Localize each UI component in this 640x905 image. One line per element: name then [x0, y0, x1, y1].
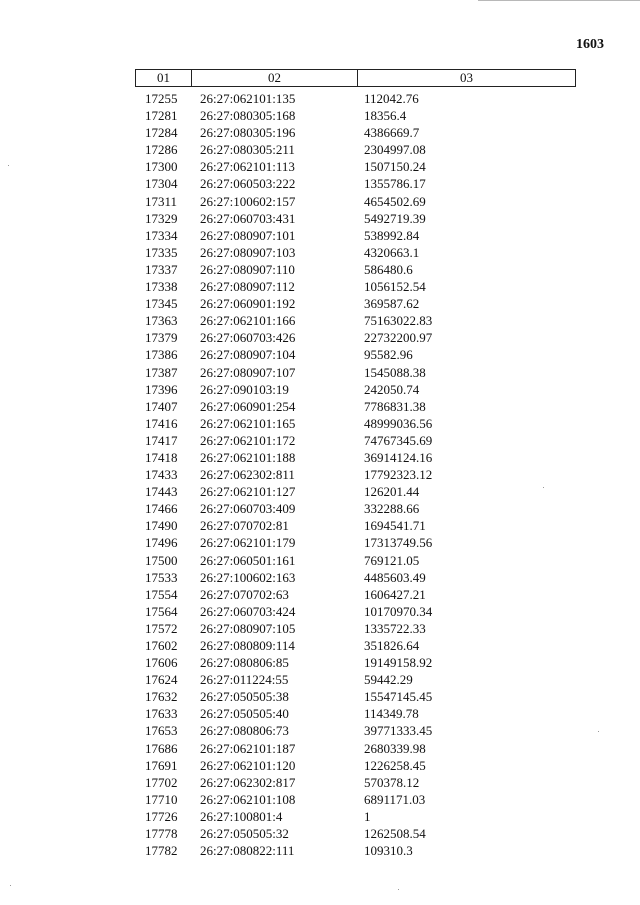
cell-col-01: 17281: [145, 108, 178, 124]
cell-col-02: 26:27:062101:135: [200, 91, 296, 106]
cell-col-03: 1606427.21: [364, 586, 426, 602]
cell-col-02: 26:27:060501:161: [200, 552, 296, 568]
table-row: [0, 466, 640, 483]
table-row: [0, 364, 640, 381]
cell-col-03: 114349.78: [364, 706, 419, 722]
cell-col-02: 26:27:050505:38: [200, 689, 289, 705]
cell-col-01: 17602: [145, 638, 178, 653]
cell-col-02: 26:27:060901:192: [200, 296, 296, 312]
table-row: [0, 124, 640, 141]
cell-col-03: 1262508.54: [364, 826, 426, 842]
table-row: [0, 141, 640, 158]
cell-col-02: 26:27:062302:811: [200, 467, 295, 483]
cell-col-03: 332288.66: [364, 501, 420, 517]
table-row: [0, 603, 640, 620]
cell-col-03: 39771333.45: [364, 723, 433, 739]
cell-col-02: 26:27:100602:157: [200, 193, 296, 209]
cell-col-03: 17792323.12: [364, 467, 433, 483]
cell-col-02: 26:27:080907:101: [200, 227, 296, 243]
cell-col-01: 17418: [145, 449, 178, 465]
cell-col-03: 22732200.97: [364, 330, 433, 346]
cell-col-03: 1355786.17: [364, 176, 426, 192]
cell-col-03: 1335722.33: [364, 620, 426, 636]
cell-col-02: 26:27:100801:4: [200, 808, 283, 824]
cell-col-03: 1545088.38: [364, 364, 426, 380]
cell-col-01: 17564: [145, 603, 178, 619]
cell-col-01: 17624: [145, 672, 178, 688]
table-row: [0, 432, 640, 449]
cell-col-01: 17691: [145, 757, 178, 773]
table-row: [0, 483, 640, 500]
cell-col-03: 4320663.1: [364, 244, 420, 260]
cell-col-01: 17572: [145, 620, 178, 636]
cell-col-02: 26:27:080305:211: [200, 142, 295, 158]
cell-col-03: 5492719.39: [364, 210, 426, 226]
cell-col-02: 26:27:062101:188: [200, 449, 296, 465]
cell-col-01: 17387: [145, 364, 178, 380]
cell-col-02: 26:27:062101:166: [200, 313, 296, 329]
cell-col-01: 17329: [145, 210, 178, 226]
table-row: [0, 586, 640, 603]
cell-col-02: 26:27:060703:426: [200, 330, 296, 346]
table-row: [0, 842, 640, 859]
cell-col-02: 26:27:050505:40: [200, 706, 289, 722]
cell-col-03: 59442.29: [364, 672, 413, 688]
cell-col-01: 17653: [145, 723, 178, 739]
cell-col-02: 26:27:100602:163: [200, 569, 296, 585]
cell-col-02: 26:27:080809:114: [200, 638, 295, 653]
cell-col-03: 586480.6: [364, 261, 413, 277]
table-row: [0, 312, 640, 329]
cell-col-01: 17782: [145, 843, 178, 859]
cell-col-01: 17443: [145, 484, 178, 500]
cell-col-03: 74767345.69: [364, 432, 433, 448]
cell-col-02: 26:27:062101:165: [200, 415, 296, 431]
table-row: [0, 415, 640, 432]
cell-col-01: 17496: [145, 535, 178, 551]
table-row: [0, 517, 640, 534]
cell-col-03: 1: [364, 808, 371, 824]
cell-col-03: 769121.05: [364, 552, 420, 568]
cell-col-03: 2304997.08: [364, 142, 426, 158]
scan-speck: [10, 885, 11, 886]
header-col-01: 01: [157, 70, 170, 85]
table-row: [0, 791, 640, 808]
table-row: [0, 261, 640, 278]
table-row: [0, 552, 640, 569]
cell-col-01: 17379: [145, 330, 178, 346]
table-row: [0, 210, 640, 227]
cell-col-03: 1507150.24: [364, 159, 426, 175]
cell-col-02: 26:27:080907:103: [200, 244, 296, 260]
cell-col-02: 26:27:060703:424: [200, 603, 296, 619]
cell-col-01: 17778: [145, 826, 178, 842]
cell-col-01: 17554: [145, 586, 178, 602]
table-row: [0, 346, 640, 363]
table-row: [0, 825, 640, 842]
cell-col-01: 17300: [145, 159, 178, 175]
table-row: [0, 295, 640, 312]
cell-col-02: 26:27:062101:172: [200, 432, 296, 448]
cell-col-02: 26:27:062101:127: [200, 484, 296, 500]
table-row: [0, 278, 640, 295]
table-header: [135, 69, 576, 87]
table-body: [0, 90, 640, 859]
cell-col-02: 26:27:050505:32: [200, 826, 289, 842]
cell-col-02: 26:27:080305:168: [200, 108, 296, 124]
cell-col-02: 26:27:062101:187: [200, 740, 296, 756]
cell-col-03: 369587.62: [364, 296, 420, 312]
cell-col-03: 112042.76: [364, 91, 419, 106]
cell-col-03: 2680339.98: [364, 740, 426, 756]
cell-col-01: 17466: [145, 501, 178, 517]
cell-col-01: 17500: [145, 552, 178, 568]
cell-col-01: 17686: [145, 740, 178, 756]
cell-col-01: 17606: [145, 655, 178, 671]
table-row: [0, 740, 640, 757]
table-row: [0, 398, 640, 415]
cell-col-01: 17338: [145, 279, 178, 295]
table-row: [0, 637, 640, 654]
cell-col-03: 15547145.45: [364, 689, 433, 705]
cell-col-02: 26:27:062101:108: [200, 791, 296, 807]
cell-col-01: 17632: [145, 689, 178, 705]
table-row: [0, 244, 640, 261]
cell-col-03: 1056152.54: [364, 279, 426, 295]
cell-col-03: 18356.4: [364, 108, 407, 124]
table-row: [0, 175, 640, 192]
table-row: [0, 227, 640, 244]
table-row: [0, 381, 640, 398]
table-row: [0, 193, 640, 210]
table-row: [0, 329, 640, 346]
cell-col-01: 17286: [145, 142, 178, 158]
cell-col-02: 26:27:060703:409: [200, 501, 296, 517]
cell-col-02: 26:27:060503:222: [200, 176, 296, 192]
table-row: [0, 569, 640, 586]
cell-col-03: 4485603.49: [364, 569, 426, 585]
table-row: [0, 90, 640, 107]
cell-col-03: 48999036.56: [364, 415, 433, 431]
cell-col-02: 26:27:080907:104: [200, 347, 296, 363]
cell-col-01: 17417: [145, 432, 178, 448]
table-row: [0, 534, 640, 551]
cell-col-01: 17726: [145, 808, 178, 824]
table-row: [0, 500, 640, 517]
scan-speck: [543, 487, 544, 488]
scan-speck: [598, 731, 599, 732]
cell-col-03: 19149158.92: [364, 655, 433, 671]
cell-col-02: 26:27:080806:85: [200, 655, 289, 671]
cell-col-03: 1226258.45: [364, 757, 426, 773]
cell-col-02: 26:27:070702:81: [200, 518, 289, 534]
scan-speck: [8, 165, 9, 166]
cell-col-02: 26:27:080907:105: [200, 620, 296, 636]
table-row: [0, 671, 640, 688]
cell-col-03: 4654502.69: [364, 193, 426, 209]
cell-col-03: 75163022.83: [364, 313, 433, 329]
cell-col-03: 351826.64: [364, 638, 420, 653]
cell-col-01: 17416: [145, 415, 178, 431]
cell-col-01: 17304: [145, 176, 178, 192]
cell-col-02: 26:27:062101:179: [200, 535, 296, 551]
top-edge-rule: [478, 0, 640, 1]
cell-col-02: 26:27:080806:73: [200, 723, 289, 739]
scan-speck: [398, 889, 399, 890]
cell-col-01: 17396: [145, 381, 178, 397]
page-number: 1603: [576, 37, 604, 52]
cell-col-02: 26:27:090103:19: [200, 381, 289, 397]
cell-col-02: 26:27:011224:55: [200, 672, 289, 688]
cell-col-01: 17533: [145, 569, 178, 585]
cell-col-03: 17313749.56: [364, 535, 433, 551]
cell-col-03: 4386669.7: [364, 125, 420, 141]
cell-col-01: 17433: [145, 467, 178, 483]
cell-col-03: 109310.3: [364, 843, 413, 859]
cell-col-03: 95582.96: [364, 347, 413, 363]
cell-col-01: 17710: [145, 791, 178, 807]
header-col-03: 03: [460, 70, 473, 85]
table-row: [0, 449, 640, 466]
table-row: [0, 688, 640, 705]
table-row: [0, 654, 640, 671]
cell-col-02: 26:27:062101:113: [200, 159, 295, 175]
cell-col-01: 17255: [145, 91, 178, 106]
cell-col-02: 26:27:070702:63: [200, 586, 289, 602]
cell-col-01: 17633: [145, 706, 178, 722]
cell-col-03: 538992.84: [364, 227, 420, 243]
cell-col-03: 6891171.03: [364, 791, 426, 807]
cell-col-03: 570378.12: [364, 774, 420, 790]
table-row: [0, 757, 640, 774]
cell-col-02: 26:27:080907:112: [200, 279, 295, 295]
table-row: [0, 722, 640, 739]
header-col-02: 02: [268, 70, 281, 85]
cell-col-01: 17407: [145, 398, 178, 414]
cell-col-01: 17337: [145, 261, 178, 277]
cell-col-01: 17284: [145, 125, 178, 141]
table-row: [0, 808, 640, 825]
cell-col-03: 36914124.16: [364, 449, 433, 465]
cell-col-01: 17345: [145, 296, 178, 312]
cell-col-02: 26:27:080907:110: [200, 261, 295, 277]
cell-col-01: 17335: [145, 244, 178, 260]
cell-col-03: 126201.44: [364, 484, 420, 500]
cell-col-02: 26:27:080907:107: [200, 364, 296, 380]
cell-col-01: 17311: [145, 193, 178, 209]
cell-col-01: 17334: [145, 227, 178, 243]
cell-col-03: 10170970.34: [364, 603, 433, 619]
cell-col-03: 242050.74: [364, 381, 420, 397]
cell-col-01: 17386: [145, 347, 178, 363]
table-row: [0, 158, 640, 175]
cell-col-02: 26:27:060703:431: [200, 210, 296, 226]
table-row: [0, 705, 640, 722]
cell-col-01: 17490: [145, 518, 178, 534]
cell-col-02: 26:27:080822:111: [200, 843, 295, 859]
cell-col-02: 26:27:062101:120: [200, 757, 296, 773]
cell-col-01: 17702: [145, 774, 178, 790]
cell-col-02: 26:27:062302:817: [200, 774, 296, 790]
table-row: [0, 774, 640, 791]
cell-col-01: 17363: [145, 313, 178, 329]
cell-col-03: 7786831.38: [364, 398, 426, 414]
table-row: [0, 620, 640, 637]
cell-col-02: 26:27:060901:254: [200, 398, 296, 414]
table-row: [0, 107, 640, 124]
cell-col-02: 26:27:080305:196: [200, 125, 296, 141]
cell-col-03: 1694541.71: [364, 518, 426, 534]
